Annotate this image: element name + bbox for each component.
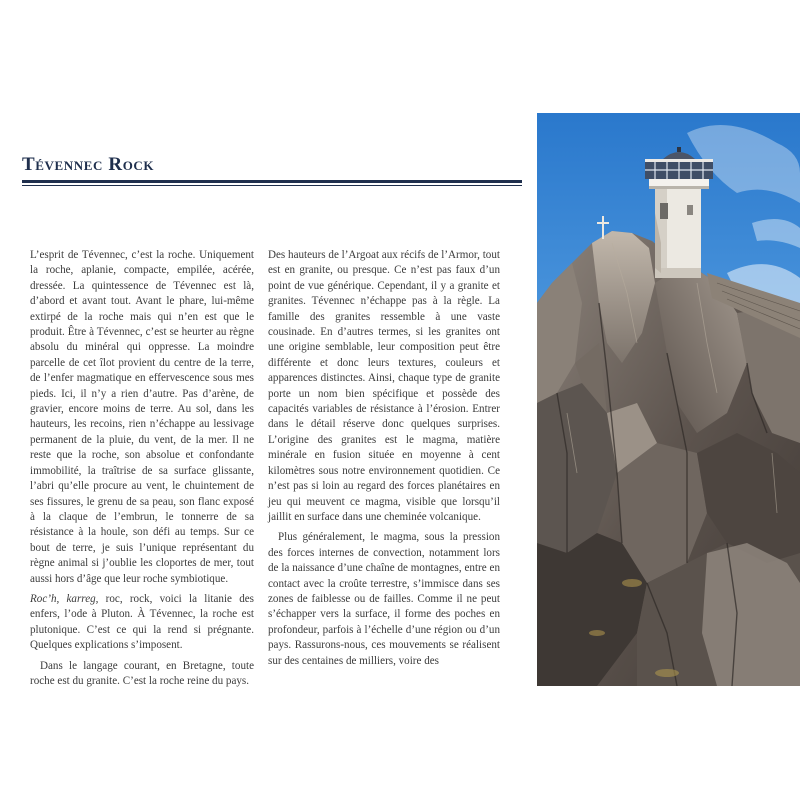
paragraph: Des hauteurs de l’Argoat aux récifs de l’Armor, tout est en granite, ou presque. Ce n’est pas faux d’un point de vue générique. Cependant, il y a granite et granites. Tévennec n’échappe pas à la règle. La famille des granites ressemble à une vaste cousinade. En d’autres termes, si les granites ont une origine semblable, leur composition peut être différente et donc leurs textures, couleurs et apparences distinctes. Ainsi, chaque type de granite porte un nom bien spécifique et possède des capacités variables de résistance à l’érosion. Entrer dans le détail réserve donc quelques surprises. L’origine des granites est le magma, matière minérale en fusion située en moyenne à cent kilomètres sous notre environnement quotidien. Ce n’est pas si loin au regard des forces planétaires en jeu qui meuvent ce magma, visible que lorsqu’il jaillit en surface dans une cheminée volcanique.: [268, 249, 500, 523]
paragraph: L’esprit de Tévennec, c’est la roche. Uniquement la roche, aplanie, compacte, empilée, acérée, dressée. La quintessence de Tévennec est là, d’abord et avant tout. Avant le phare, lui-même extirpé de la roche mais qui n’en est que le produit. Être à Tévennec, c’est se heurter au règne absolu du minéral qui oppresse. La moindre parcelle de cet îlot provient du centre de la terre, de l’enfer magmatique en effervescence sous mes pieds. Ici, il n’y a rien d’autre. Pas d’arène, de gravier, encore moins de terre. Au sol, dans les hauteurs, les recoins, rien n’échappe au lessivage permanent de la pluie, du vent, de la mer. Il ne reste que la roche, son absolue et confondante immobilité, la traîtrise de sa surface glissante, l’abri qu’elle procure au vent, le chuintement de ses fissures, le grenu de sa peau, son flanc exposé à la claque de l’embrun, le tonnerre de sa résistance à la houle, son défi au temps. Sur ce bout de terre, je suis l’unique représentant du règne animal si j’oublie les cloportes de mer, tout aussi hors d’âge que leur roche symbiotique.: [30, 249, 254, 585]
title-rule-thick: [22, 180, 522, 183]
paragraph-text: roc, rock, voici la litanie des enfers, l’ode à Pluton. À Tévennec, la roche est plutonique. C’est ce qui la rend si prégnante. Quelques explications s’imposent.: [30, 592, 254, 652]
lighthouse-photo-illustration: [537, 113, 800, 686]
italic-words: Roc’h, karreg,: [30, 592, 99, 605]
lighthouse-photo: [537, 113, 800, 686]
text-column-right: [268, 248, 500, 669]
page-title: Tévennec Rock: [22, 154, 155, 175]
paragraph: Plus généralement, le magma, sous la pression des forces internes de convection, notamment lors de la naissance d’une chaîne de montagnes, entre en contact avec la croûte terrestre, s’immisce dans ses zones de faiblesse ou de failles. Comme il ne peut s’échapper vers la surface, il forme des poches en profondeur, parfois à l’échelle d’une région ou d’un pays. Rassurons-nous, ces mouvements se réalisent sur des centaines de milliers, voire des: [268, 531, 500, 667]
paragraph: [30, 592, 254, 654]
paragraph: Dans le langage courant, en Bretagne, toute roche est du granite. C’est la roche reine du pays.: [30, 659, 254, 687]
title-rule-thin: [22, 185, 522, 186]
text-column-left: [30, 248, 254, 689]
